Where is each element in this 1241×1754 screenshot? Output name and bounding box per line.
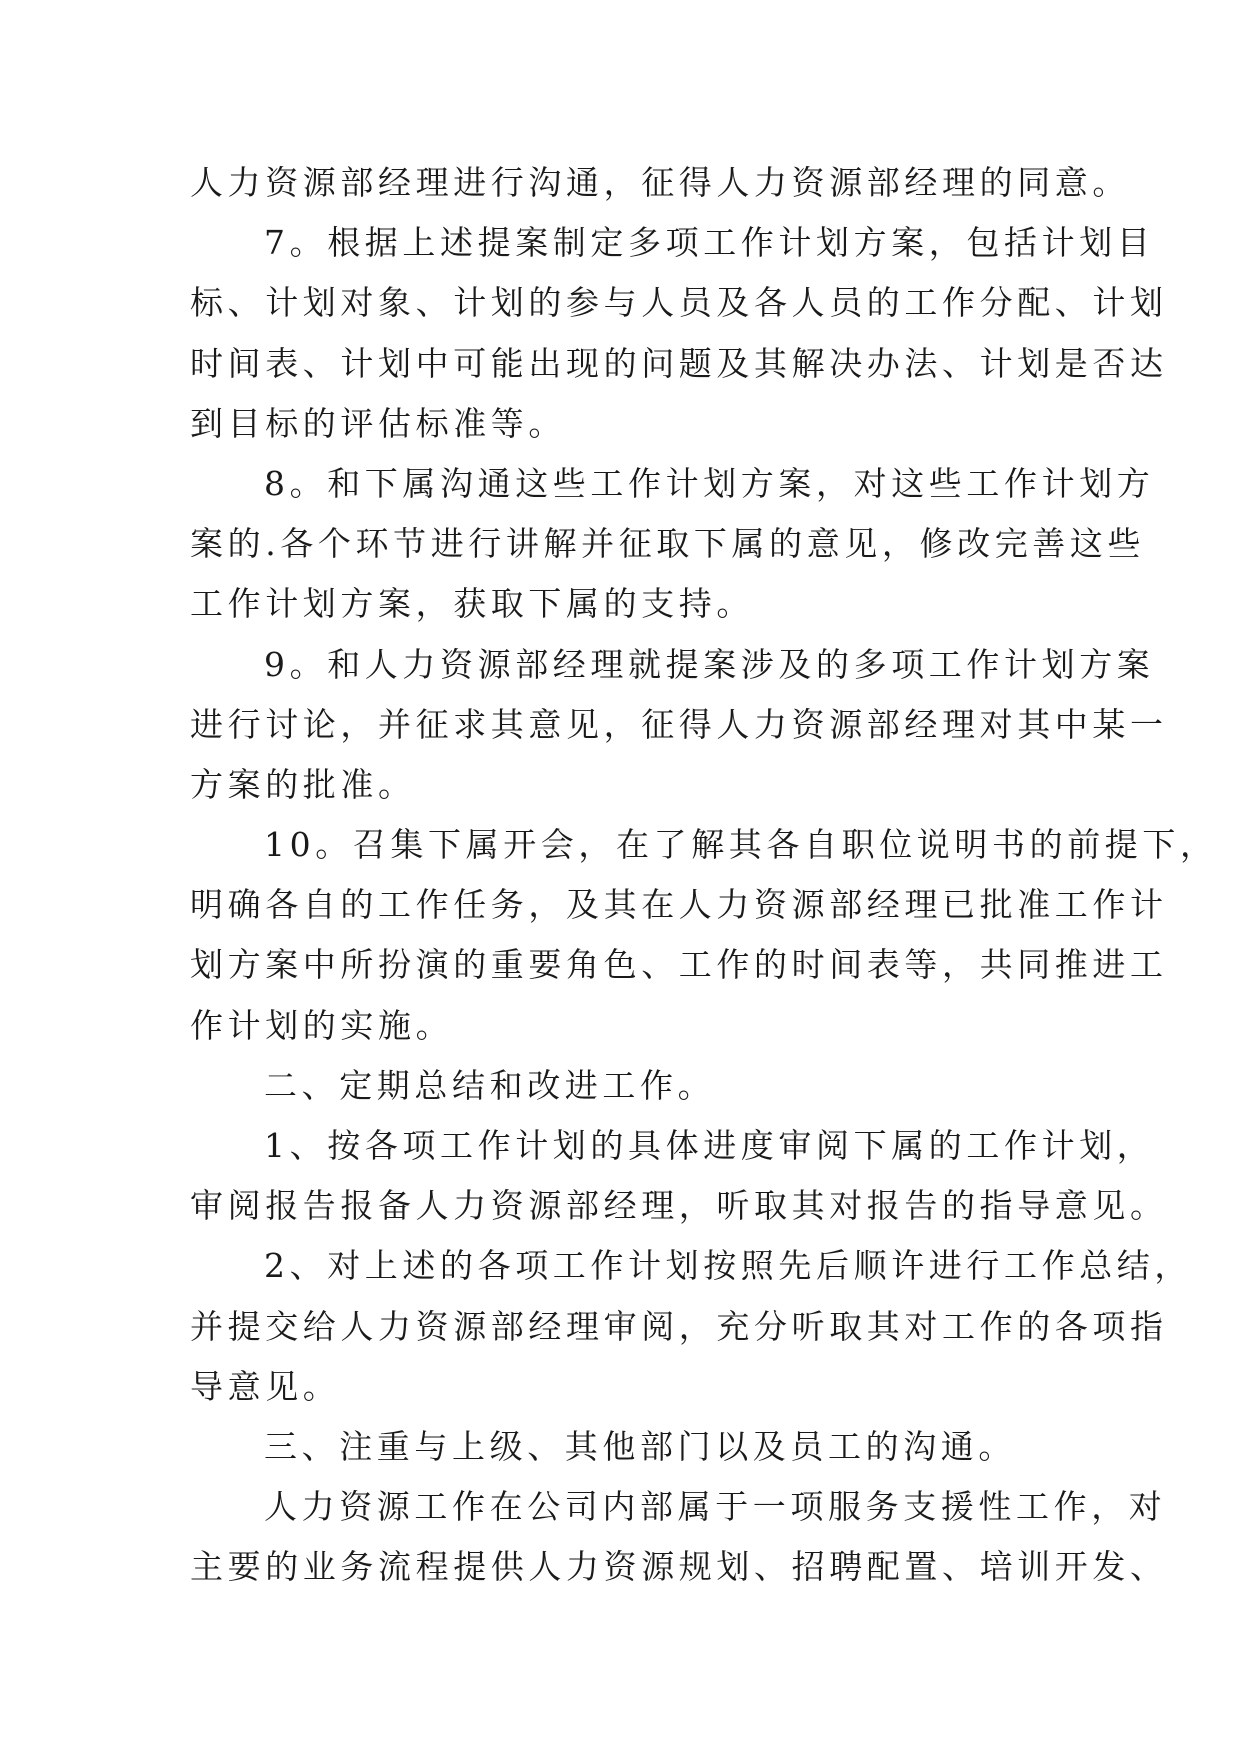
text-line: 10。召集下属开会，在了解其各自职位说明书的前提下， [264,825,1218,865]
text-line: 时间表、计划中可能出现的问题及其解决办法、计划是否达 [190,343,1168,383]
text-line: 主要的业务流程提供人力资源规划、招聘配置、培训开发、 [190,1547,1168,1587]
text-line: 案的.各个环节进行讲解并征取下属的意见，修改完善这些 [190,524,1146,564]
text-line: 人力资源工作在公司内部属于一项服务支援性工作，对 [264,1487,1167,1527]
text-line: 工作计划方案，获取下属的支持。 [190,584,754,624]
text-line: 方案的批准。 [190,764,416,804]
text-line: 二、定期总结和改进工作。 [264,1065,716,1105]
text-line: 7。根据上述提案制定多项工作计划方案，包括计划目 [264,223,1155,263]
text-line: 标、计划对象、计划的参与人员及各人员的工作分配、计划 [190,283,1168,323]
text-line: 人力资源部经理进行沟通，征得人力资源部经理的同意。 [190,163,1130,202]
text-line: 9。和人力资源部经理就提案涉及的多项工作计划方案 [264,644,1155,684]
text-line: 审阅报告报备人力资源部经理，听取其对报告的指导意见。 [190,1186,1168,1226]
text-line: 三、注重与上级、其他部门以及员工的沟通。 [264,1426,1016,1466]
text-line: 到目标的评估标准等。 [190,403,566,443]
text-line: 作计划的实施。 [190,1005,454,1045]
text-line: 并提交给人力资源部经理审阅，充分听取其对工作的各项指 [190,1306,1168,1346]
text-line: 2、对上述的各项工作计划按照先后顺许进行工作总结， [264,1246,1192,1286]
text-line: 明确各自的工作任务，及其在人力资源部经理已批准工作计 [190,885,1168,925]
text-line: 1、按各项工作计划的具体进度审阅下属的工作计划， [264,1126,1155,1165]
text-line: 8。和下属沟通这些工作计划方案，对这些工作计划方 [264,463,1155,503]
text-line: 进行讨论，并征求其意见，征得人力资源部经理对其中某一 [190,704,1168,744]
text-line: 划方案中所扮演的重要角色、工作的时间表等，共同推进工 [190,945,1168,985]
text-line: 导意见。 [190,1366,341,1406]
document-body [190,153,1218,1598]
